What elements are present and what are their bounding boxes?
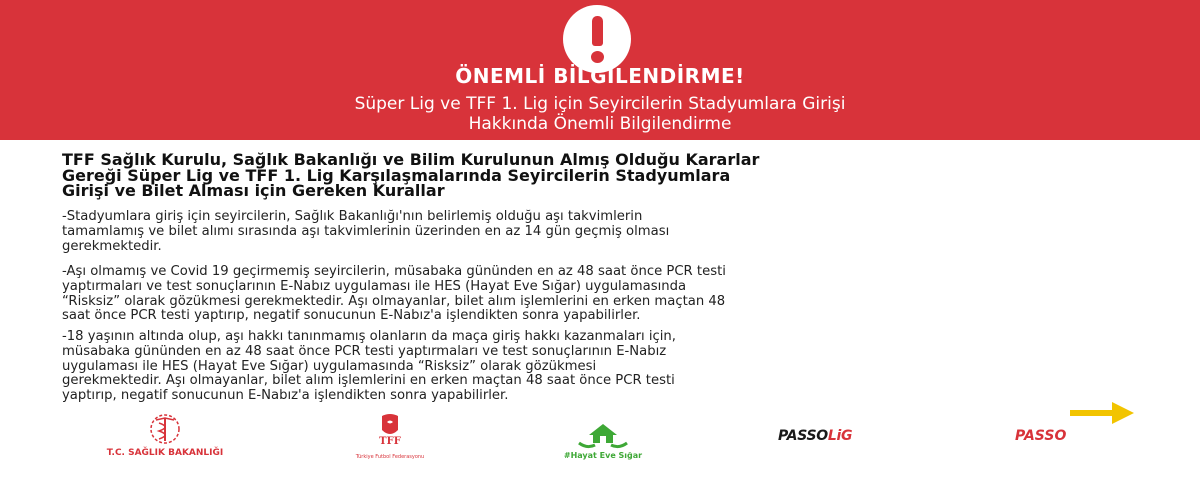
rule-paragraph-vaccinated: [62, 210, 1062, 254]
paragraph-line: tamamlamış ve bilet alımı sırasında aşı takvimlerinin üzerinden en az 14 gün geçmiş olması: [62, 223, 670, 239]
tff-logo: [335, 410, 445, 460]
exclamation-icon: [563, 5, 631, 73]
tff-mark: TFF: [379, 436, 401, 447]
tff-caption: Türkiye Futbol Federasyonu: [355, 454, 425, 460]
banner-subtitle-line: Süper Lig ve TFF 1. Lig için Seyircilerin Stadyumlara Girişi: [354, 94, 846, 114]
banner-title: ÖNEMLİ BİLGİLENDİRME!: [455, 64, 745, 88]
paragraph-line: gerekmektedir.: [62, 238, 162, 254]
caduceus-icon: [90, 413, 240, 447]
banner-subtitle-line: Hakkında Önemli Bilgilendirme: [468, 114, 732, 134]
paragraph-line: uygulaması ile HES (Hayat Eve Sığar) uygulamasında “Risksiz” olarak gözükmesi: [62, 358, 597, 374]
paragraph-line: -Stadyumlara giriş için seyircilerin, Sağlık Bakanlığı'nın belirlemiş olduğu aşı takvimlerin: [62, 209, 643, 224]
document-heading: [62, 152, 1062, 199]
paragraph-line: gerekmektedir. Aşı olmayanlar, bilet alım işlemlerini en erken maçtan 48 saat önce PCR testi: [62, 373, 675, 389]
passo-logo: PASSO: [1015, 428, 1067, 444]
heading-line: Girişi ve Bilet Alması için Gereken Kurallar: [62, 181, 445, 200]
hayat-eve-sigar-logo: [553, 415, 653, 460]
paragraph-line: “Risksiz” olarak gözükmesi gerekmektedir. Aşı olmayanlar, bilet alım işlemlerini en erken maçtan 48: [62, 293, 726, 309]
paragraph-line: müsabaka gününden en az 48 saat önce PCR testi yaptırmaları ve test sonuçlarının E-Nabız: [62, 343, 667, 359]
hes-label: #Hayat Eve Sığar: [563, 451, 643, 460]
paragraph-line: yaptırıp, negatif sonucunun E-Nabız'a işlendikten sonra yapabilirler.: [62, 388, 509, 404]
banner-subtitle: [0, 94, 1200, 134]
house-hands-icon: [553, 415, 653, 449]
header-banner: [0, 0, 1200, 140]
paragraph-line: -Aşı olmamış ve Covid 19 geçirmemiş seyircilerin, müsabaka gününden en az 48 saat önce PCR testi: [62, 264, 726, 279]
rule-paragraph-under-18: [62, 330, 1062, 404]
paragraph-line: yaptırmaları ve test sonuçlarının E-Nabız uygulaması ile HES (Hayat Eve Sığar) uygulamasında: [62, 278, 687, 294]
paragraph-line: -18 yaşının altında olup, aşı hakkı tanınmamış olanların da maça giriş hakkı kazanmaları için,: [62, 329, 676, 344]
passolig-word: PASSO: [778, 428, 828, 444]
passolig-lig: LiG: [827, 428, 853, 444]
arrow-right-icon[interactable]: [1070, 400, 1136, 426]
heading-line: TFF Sağlık Kurulu, Sağlık Bakanlığı ve Bilim Kurulunun Almış Olduğu Kararlar: [62, 150, 760, 169]
paragraph-line: saat önce PCR testi yaptırıp, negatif sonucunun E-Nabız'a işlendikten sonra yapabilirler.: [62, 308, 641, 324]
saglik-bakanligi-logo: [90, 413, 240, 458]
rule-paragraph-unvaccinated: [62, 265, 1062, 324]
heading-line: Gereği Süper Lig ve TFF 1. Lig Karşılaşmalarında Seyircilerin Stadyumlara: [62, 165, 731, 185]
saglik-logo-label: T.C. SAĞLIK BAKANLIĞI: [106, 448, 224, 458]
passolig-logo: [778, 428, 852, 444]
